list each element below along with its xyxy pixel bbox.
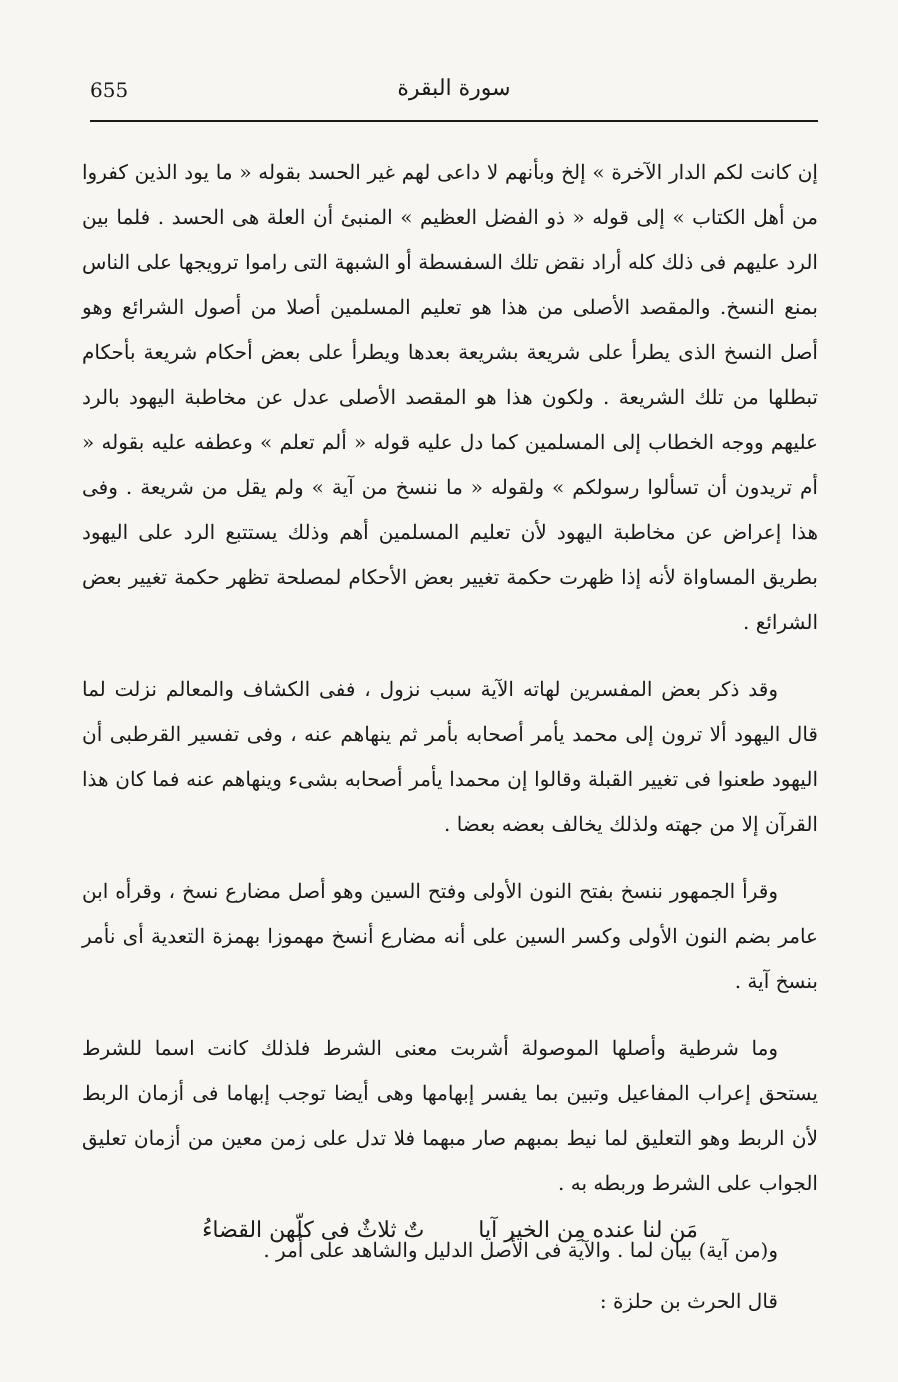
verse-first-hemistich: مَن لنا عنده مِن الخير آيا xyxy=(478,1218,698,1243)
paragraph-4: وما شرطية وأصلها الموصولة أشربت معنى الشرط فلذلك كانت اسما للشرط يستحق إعراب المفاعيل وتبين بما يفسر إبهامها وهى أيضا توجب إبهاما فى أزمان الربط لأن الربط وهو التعليق لما نيط بمبهم صار مبهما فلا تدل على زمن معين من أزمان تعليق الجواب على الشرط وربطه به . xyxy=(82,1036,818,1195)
body-text xyxy=(82,150,818,1330)
paragraph-2: وقد ذكر بعض المفسرين لهاته الآية سبب نزول ، ففى الكشاف والمعالم نزلت لما قال اليهود ألا ترون إلى محمد يأمر أصحابه بأمر ثم ينهاهم عنه ، وفى تفسير القرطبى أن اليهود طعنوا فى تغيير القبلة وقالوا إن محمدا يأمر أصحابه بشىء وينهاهم عنه فما كان هذا القرآن إلا من جهته ولذلك يخالف بعضه بعضا . xyxy=(82,677,818,836)
header-rule xyxy=(90,120,818,122)
poetry-verse xyxy=(150,1218,750,1243)
paragraph-6: قال الحرث بن حلزة : xyxy=(599,1289,778,1313)
paragraph-1: إن كانت لكم الدار الآخرة » إلخ وبأنهم لا داعى لهم غير الحسد بقوله « ما يود الذين كفروا من أهل الكتاب » إلى قوله « ذو الفضل العظيم » المنبئ أن العلة هى الحسد . فلما بين الرد عليهم فى ذلك كله أراد نقض تلك السفسطة أو الشبهة التى راموا ترويجها على الناس بمنع النسخ. والمقصد الأصلى من هذا هو تعليم المسلمين أصلا من أصول الشرائع وهو أصل النسخ الذى يطرأ على شريعة بشريعة بعدها ويطرأ على بعض أحكام شريعة بأحكام تبطلها من تلك الشريعة . ولكون هذا هو المقصد الأصلى عدل عن مخاطبة اليهود بالرد عليهم ووجه الخطاب إلى المسلمين كما دل عليه قوله « ألم تعلم » وعطفه عليه بقوله « أم تريدون أن تسألوا رسولكم » ولقوله « ما ننسخ من آية » ولم يقل من شريعة . وفى هذا إعراض عن مخاطبة اليهود لأن تعليم المسلمين أهم وذلك يستتبع الرد على اليهود بطريق المساواة لأنه إذا ظهرت حكمة تغيير بعض الأحكام لمصلحة تظهر حكمة تغيير بعض الشرائع . xyxy=(82,160,818,634)
paragraph-3: وقرأ الجمهور ننسخ بفتح النون الأولى وفتح السين وهو أصل مضارع نسخ ، وقرأه ابن عامر بضم النون الأولى وكسر السين على أنه مضارع أنسخ مهموزا بهمزة التعدية أى نأمر بنسخ آية . xyxy=(82,879,818,993)
surah-title: سورة البقرة xyxy=(397,76,511,101)
paragraph-5: و(من آية) بيان لما . والآية فى الأصل الدليل والشاهد على أمر . xyxy=(263,1238,778,1262)
verse-second-hemistich: تٌ ثلاثٌ فى كلّهن القضاءُ xyxy=(202,1218,425,1243)
page-number: 655 xyxy=(90,78,129,102)
page-header xyxy=(90,64,818,120)
